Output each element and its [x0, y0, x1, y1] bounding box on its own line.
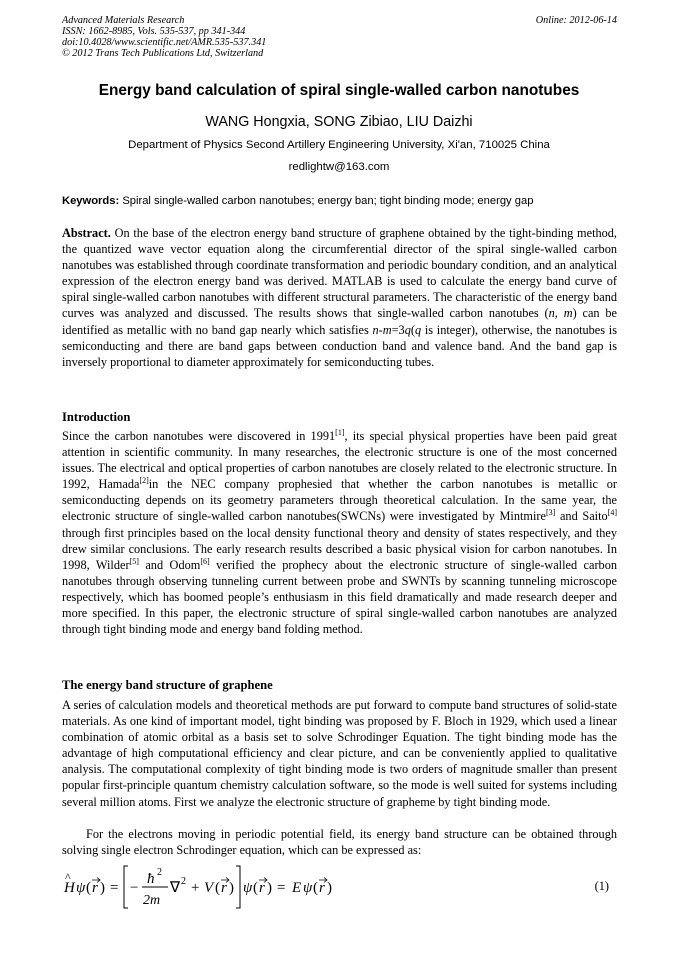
eq-r: r: [221, 880, 227, 896]
eq-minus: −: [130, 880, 139, 896]
eq-hbar: ħ: [147, 871, 155, 887]
intro-text: through first principles based on the local density functional theory and density of states respectively, and they drew similar conclusions. The early research results described a basic physical vision for carbon nanotubes. In 1998, Wilder: [62, 525, 617, 572]
eq-right-bracket: [236, 866, 240, 908]
eq-denominator: 2m: [143, 893, 161, 908]
eq-paren: ): [229, 880, 234, 896]
abstract-text: is integer), otherwise, the nanotubes is semiconducting and there are band gaps between conduction band and valence band. And the band gap is inversely proportional to diameter approximately for semiconducting tubes.: [62, 322, 617, 369]
eq-plus: +: [191, 880, 200, 896]
doi-line: doi:10.4028/www.scientific.net/AMR.535-537.341: [62, 37, 267, 48]
affiliation: Department of Physics Second Artillery Engineering University, Xi'an, 710025 China: [128, 139, 550, 151]
eq-paren: ): [327, 880, 332, 896]
graphene-paragraph-1: A series of calculation models and theoretical methods are put forward to compute band structures of solid-state materials. As one kind of important model, tight binding was proposed by F. Bloch in 1929, which used a linear combination of atomic orbital as a basis set to solve Schrodinger Equation. The tight binding mode has the advantage of high computational efficiency and clear picture, and can be conveniently applied to qualitative analysis. The computational complexity of tight binding mode is two orders of magnitude smaller than present popular first-principle quantum chemistry calculation software, so the mode is well suited for systems including several million atoms. First we analyze the electronic structure of grapheme by tight binding mode.: [62, 698, 617, 809]
section-heading-graphene: The energy band structure of graphene: [62, 678, 273, 692]
intro-text: verified the prophecy about the electronic structure of single-walled carbon nanotubes through observing tunneling current between probe and SWNTs by scanning tunneling microscope respectively, which has boomed people’s enthusiasm in this field dramatically and made research deeper and more specified. In this paper, the electronic structure of spiral single-walled carbon nanotubes are analyzed through tight binding mode and energy band folding method.: [62, 557, 617, 637]
equation-number: (1): [594, 879, 609, 893]
intro-text: Since the carbon nanotubes were discovered in 1991: [62, 429, 336, 443]
var-q: q: [404, 322, 411, 337]
abstract-paren: (: [410, 322, 415, 337]
eq-r: r: [259, 880, 265, 896]
abstract: [62, 225, 617, 370]
journal-header: [62, 15, 617, 59]
introduction-paragraph: [62, 428, 617, 637]
journal-name: Advanced Materials Research: [62, 15, 185, 26]
section-heading-introduction: Introduction: [62, 410, 131, 424]
var-q: q: [414, 322, 422, 337]
paper-title: Energy band calculation of spiral single-walled carbon nanotubes: [98, 82, 580, 99]
online-date: Online: 2012-06-14: [535, 15, 617, 26]
intro-text: in the NEC company prophesied that whether the carbon nanotubes is metallic or semiconducting depends on its geometry parameters through theoretical calculation. In the same year, the electronic structure of single-walled carbon nanotubes(SWCNs) were investigated by Mintmire: [62, 477, 617, 524]
abstract-text: On the base of the electron energy band structure of graphene obtained by the tight-binding method, the quantized wave vector equation along the circumferential director of the spiral single-walled carbon nanotubes was established through coordinate transformation and periodic boundary condition, and an analytical expression of the electron energy band was derived. MATLAB is used to calculate the energy band curve of spiral single-walled carbon nanotubes with different structural parameters. The characteristic of the energy band curves was analyzed and discussed. The results shows that single-walled carbon nanotubes (: [62, 226, 618, 321]
intro-text: and Odom: [138, 557, 201, 572]
eq-r: r: [92, 880, 98, 896]
abstract-eq3: =3: [391, 322, 405, 337]
eq-psi: ψ: [243, 880, 253, 896]
eq-psi: ψ: [303, 880, 313, 896]
citation-ref: [1]: [335, 427, 345, 437]
eq-superscript: 2: [181, 876, 186, 887]
intro-text: and Saito: [555, 509, 608, 524]
eq-energy: E: [292, 880, 302, 896]
keywords: [62, 195, 618, 207]
var-n: n: [548, 306, 555, 321]
citation-ref: [2]: [139, 476, 149, 486]
eq-hamiltonian: H: [64, 880, 75, 896]
eq-potential: V: [204, 880, 214, 896]
eq-nabla: ∇: [170, 880, 181, 896]
schrodinger-equation: [62, 862, 617, 912]
eq-left-bracket: [124, 866, 128, 908]
keywords-text: Spiral single-walled carbon nanotubes; energy ban; tight binding mode; energy gap: [122, 195, 534, 207]
author-email: redlightw@163.com: [288, 161, 390, 173]
citation-ref: [4]: [607, 508, 617, 518]
citation-ref: [3]: [545, 508, 556, 518]
abstract-text: ) can be identified as metallic with no band gap nearly which satisfies: [62, 306, 617, 337]
eq-equals: =: [110, 880, 119, 896]
copyright-line: © 2012 Trans Tech Publications Ltd, Switzerland: [62, 48, 264, 59]
author-list: WANG Hongxia, SONG Zibiao, LIU Daizhi: [205, 114, 473, 130]
var-m: m: [563, 306, 573, 321]
issn-line: ISSN: 1662-8985, Vols. 535-537, pp 341-344: [62, 26, 246, 37]
eq-equals: =: [277, 880, 286, 896]
eq-paren: (: [215, 880, 220, 896]
abstract-comma: ,: [554, 306, 564, 321]
eq-paren: (: [86, 880, 91, 896]
eq-r: r: [319, 880, 325, 896]
keywords-label: Keywords:: [62, 195, 120, 207]
var-n-minus-m: n-m: [372, 322, 392, 337]
equation-graphic: [62, 862, 532, 912]
citation-ref: [5]: [129, 556, 139, 566]
eq-paren: (: [253, 880, 258, 896]
eq-superscript: 2: [157, 867, 162, 878]
intro-text: , its special physical properties have been paid great attention in scientific community. In many researches, the electronic structure is one of the most concerned issues. The electrical and optical properties of carbon nanotubes are closely related to the electronic structure. In 1992, Hamada: [62, 429, 617, 492]
eq-paren: (: [313, 880, 318, 896]
eq-paren: ): [267, 880, 272, 896]
graphene-paragraph-2: For the electrons moving in periodic potential field, its energy band structure can be obtained through solving single electron Schrodinger equation, which can be expressed as:: [62, 827, 617, 858]
eq-psi: ψ: [76, 880, 86, 896]
eq-hat: ^: [65, 870, 71, 884]
abstract-label: Abstract.: [62, 226, 111, 240]
citation-ref: [6]: [200, 556, 210, 566]
eq-paren: ): [100, 880, 105, 896]
